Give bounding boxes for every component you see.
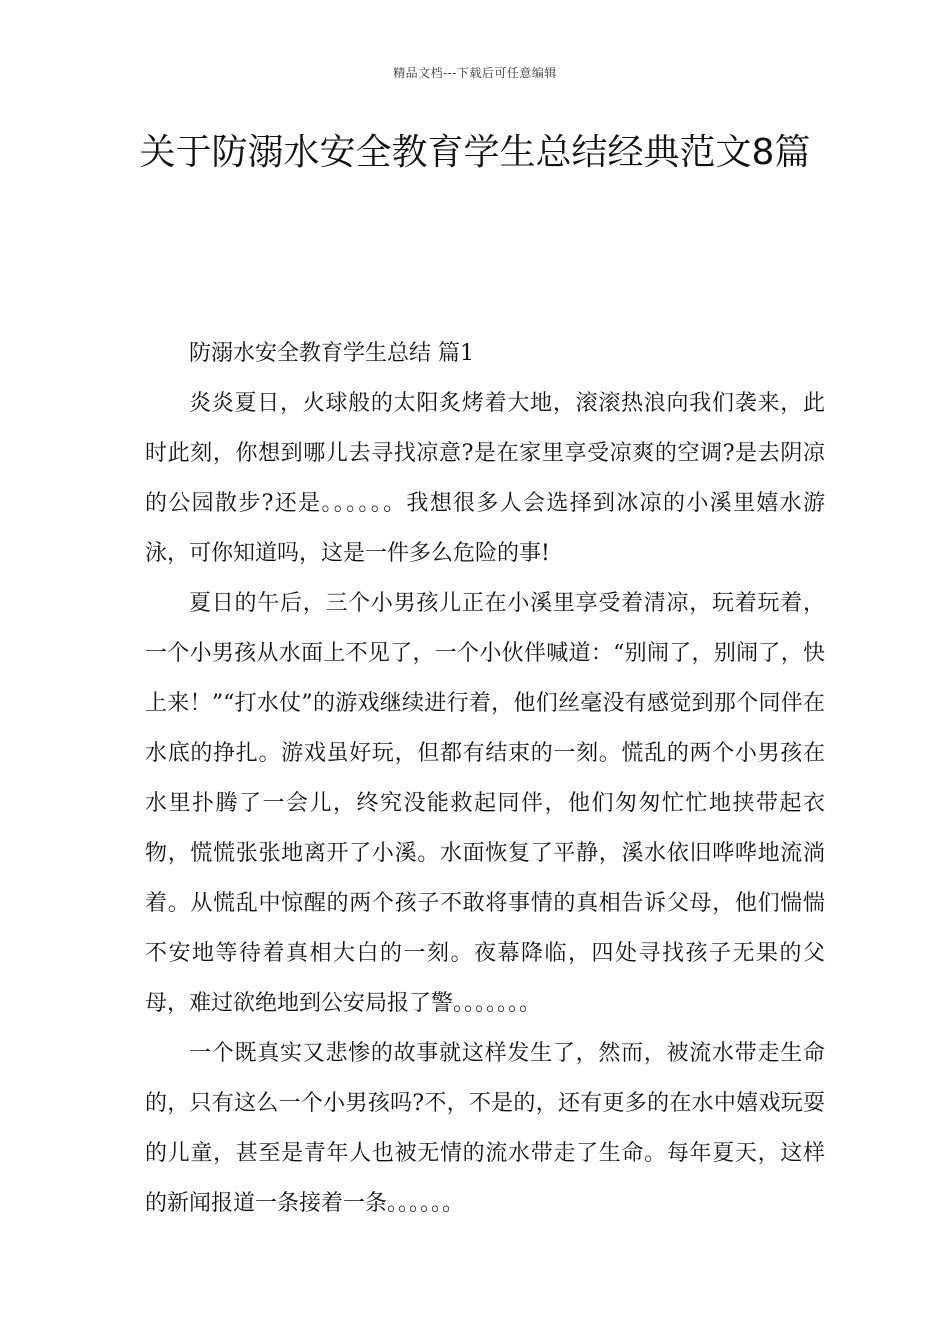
paragraph: 一个既真实又悲惨的故事就这样发生了，然而，被流水带走生命的，只有这么一个小男孩吗?不，不是的，还有更多的在水中嬉戏玩耍的儿童，甚至是青年人也被无情的流水带走了生命。每年夏天，这样的新闻报道一条接着一条。。。。。。 [145, 1041, 825, 1216]
document-body [145, 329, 825, 1229]
header-note: 精品文档---下载后可任意编辑 [393, 66, 557, 80]
paragraph: 夏日的午后，三个小男孩儿正在小溪里享受着清凉，玩着玩着，一个小男孩从水面上不见了，一个小伙伴喊道：“别闹了，别闹了，快上来！”“打水仗”的游戏继续进行着，他们丝毫没有感觉到那个同伴在水底的挣扎。游戏虽好玩，但都有结束的一刻。慌乱的两个小男孩在水里扑腾了一会儿，终究没能救起同伴，他们匆匆忙忙地挟带起衣物，慌慌张张地离开了小溪。水面恢复了平静，溪水依旧哗哗地流淌着。从慌乱中惊醒的两个孩子不敢将事情的真相告诉父母，他们惴惴不安地等待着真相大白的一刻。夜幕降临，四处寻找孩子无果的父母，难过欲绝地到公安局报了警。。。。。。。 [145, 591, 825, 1016]
document-title: 关于防溺水安全教育学生总结经典范文8篇 [139, 132, 811, 173]
paragraph: 炎炎夏日，火球般的太阳炙烤着大地，滚滚热浪向我们袭来，此时此刻，你想到哪儿去寻找凉意?是在家里享受凉爽的空调?是去阴凉的公园散步?还是。。。。。。我想很多人会选择到冰凉的小溪里嬉水游泳，可你知道吗，这是一件多么危险的事! [145, 391, 825, 566]
section-heading: 防溺水安全教育学生总结 篇1 [189, 341, 474, 366]
